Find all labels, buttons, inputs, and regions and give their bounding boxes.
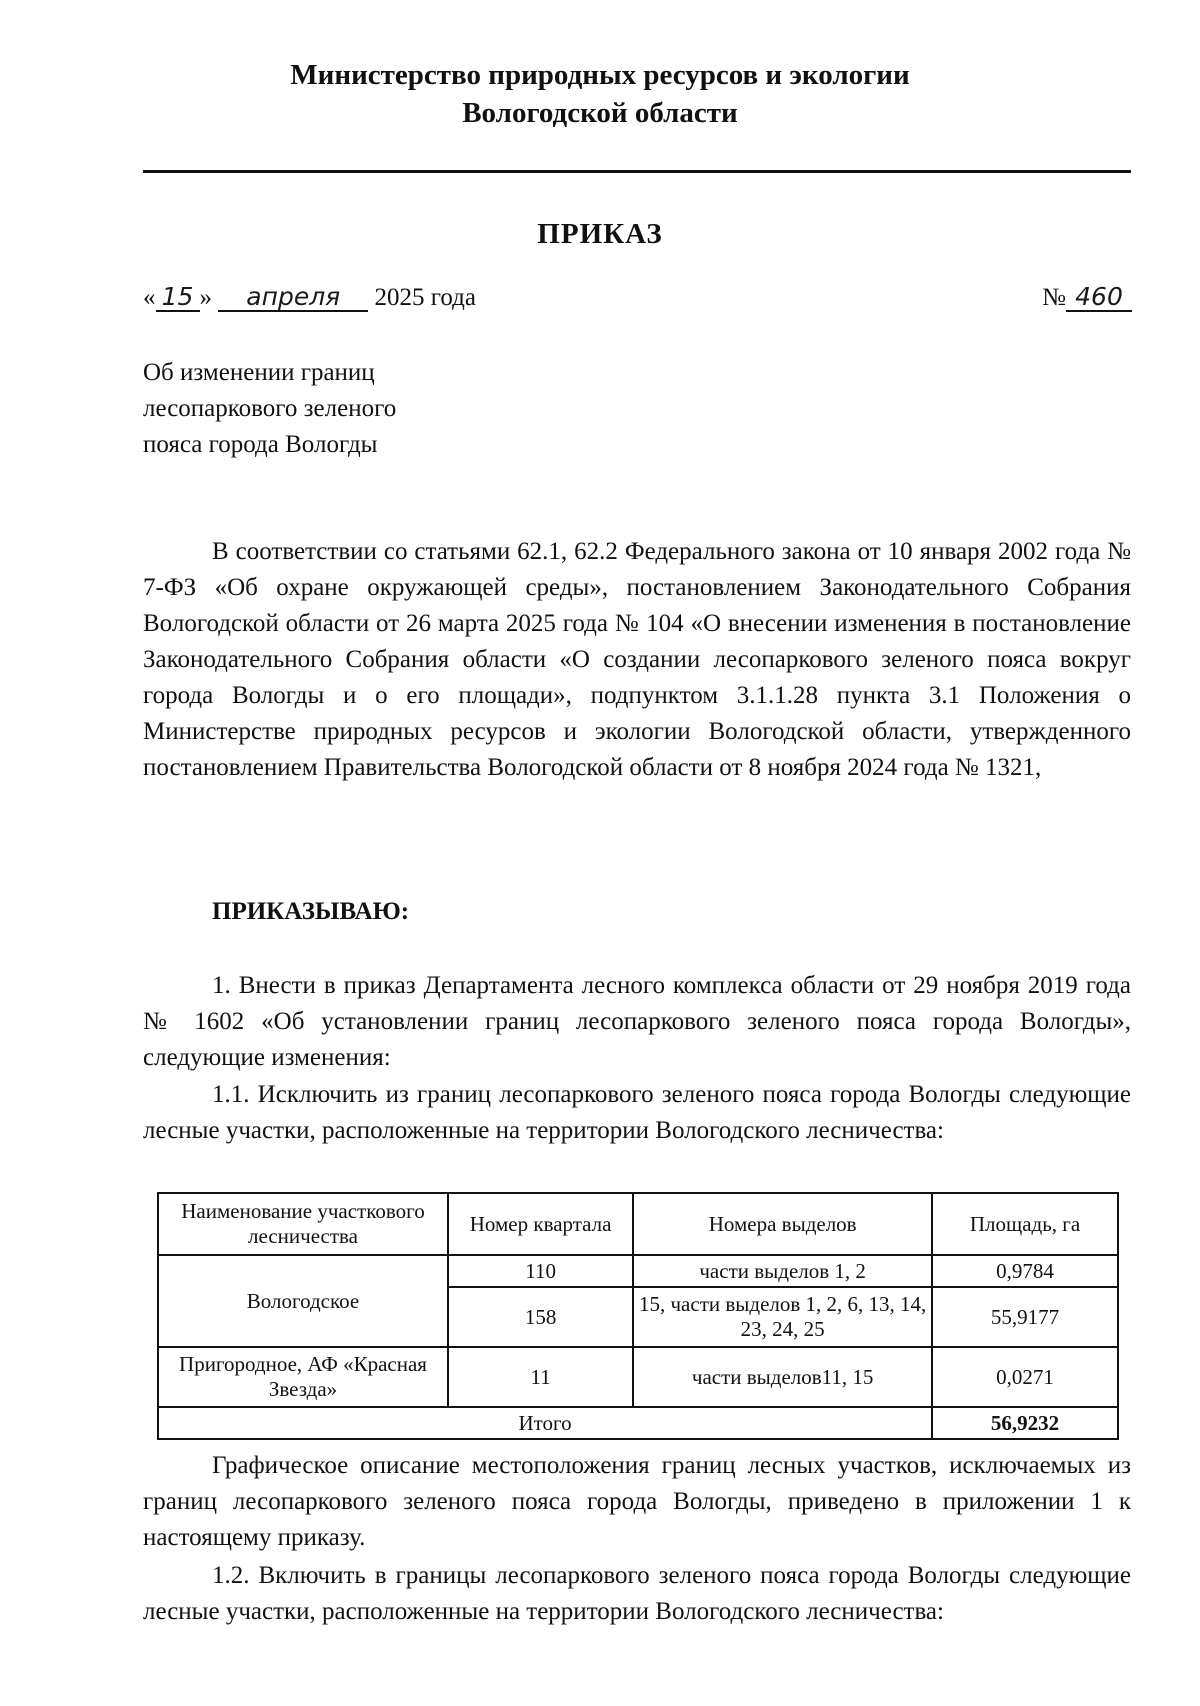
graphic-description-paragraph: Графическое описание местоположения границ лесных участков, исключаемых из границ лесопаркового зеленого пояса города Вологды, приведено в приложении 1 к настоящему приказу. [143,1452,1131,1551]
order-number [1042,282,1132,314]
order-directive-word: ПРИКАЗЫВАЮ: [212,898,410,925]
order-number-prefix: № [1042,284,1066,311]
table-header-row [158,1193,1118,1255]
table-row [158,1255,1118,1287]
subject-line-1: Об изменении границ [143,359,375,386]
cell-area: 0,9784 [932,1255,1118,1287]
item-1-paragraph: 1. Внести в приказ Департамента лесного комплекса области от 29 ноября 2019 года № 1602 «Об установлении границ лесопаркового зеленого пояса города Вологды», следующие изменения: [143,972,1131,1071]
total-value: 56,9232 [932,1407,1118,1439]
date-year: 2025 года [374,284,476,311]
ministry-header-line-2: Вологодской области [462,97,738,129]
table-total-row [158,1407,1118,1439]
cell-district: Пригородное, АФ «Красная Звезда» [158,1347,448,1407]
date-day-handwritten: 15 [156,284,200,312]
cell-area: 0,0271 [932,1347,1118,1407]
ministry-header-line-1: Министерство природных ресурсов и экологии [290,59,910,91]
cell-quarter: 11 [448,1347,633,1407]
cell-quarter: 158 [448,1287,633,1347]
item-1-1-paragraph: 1.1. Исключить из границ лесопаркового зеленого пояса города Вологды следующие лесные участки, расположенные на территории Вологодского лесничества: [143,1081,1131,1144]
subject-line-2: лесопаркового зеленого [143,395,397,422]
header-quarter: Номер квартала [448,1193,633,1255]
order-subject [143,355,396,463]
total-label: Итого [158,1407,932,1439]
document-type-title: ПРИКАЗ [537,218,663,250]
table-row [158,1347,1118,1407]
header-plots: Номера выделов [633,1193,932,1255]
header-divider [143,170,1131,173]
date-open-quote: « [143,284,156,311]
cell-plots: части выделов11, 15 [633,1347,932,1407]
date-month-handwritten: апреля [218,284,368,312]
order-date [143,282,476,314]
cell-plots: 15, части выделов 1, 2, 6, 13, 14, 23, 24, 25 [633,1287,932,1347]
cell-area: 55,9177 [932,1287,1118,1347]
ministry-header [0,56,1200,132]
cell-plots: части выделов 1, 2 [633,1255,932,1287]
header-district: Наименование участкового лесничества [158,1193,448,1255]
item-1-2-paragraph: 1.2. Включить в границы лесопаркового зеленого пояса города Вологды следующие лесные участки, расположенные на территории Вологодского лесничества: [143,1562,1131,1625]
cell-district: Вологодское [158,1255,448,1347]
preamble-paragraph: В соответствии со статьями 62.1, 62.2 Федерального закона от 10 января 2002 года № 7-ФЗ «Об охране окружающей среды», постановлением Законодательного Собрания Вологодской области от 26 марта 2025 года № 104 «О внесении изменения в постановление Законодательного Собрания области «О создании лесопаркового зеленого пояса вокруг города Вологды и о его площади», подпунктом 3.1.1.28 пункта 3.1 Положения о Министерстве природных ресурсов и экологии Вологодской области, утвержденного постановлением Правительства Вологодской области от 8 ноября 2024 года № 1321, [143,538,1131,781]
date-close-quote: » [199,284,212,311]
header-area: Площадь, га [932,1193,1118,1255]
order-number-handwritten: 460 [1066,284,1132,312]
cell-quarter: 110 [448,1255,633,1287]
subject-line-3: пояса города Вологды [143,431,378,458]
excluded-parcels-table [157,1192,1119,1440]
